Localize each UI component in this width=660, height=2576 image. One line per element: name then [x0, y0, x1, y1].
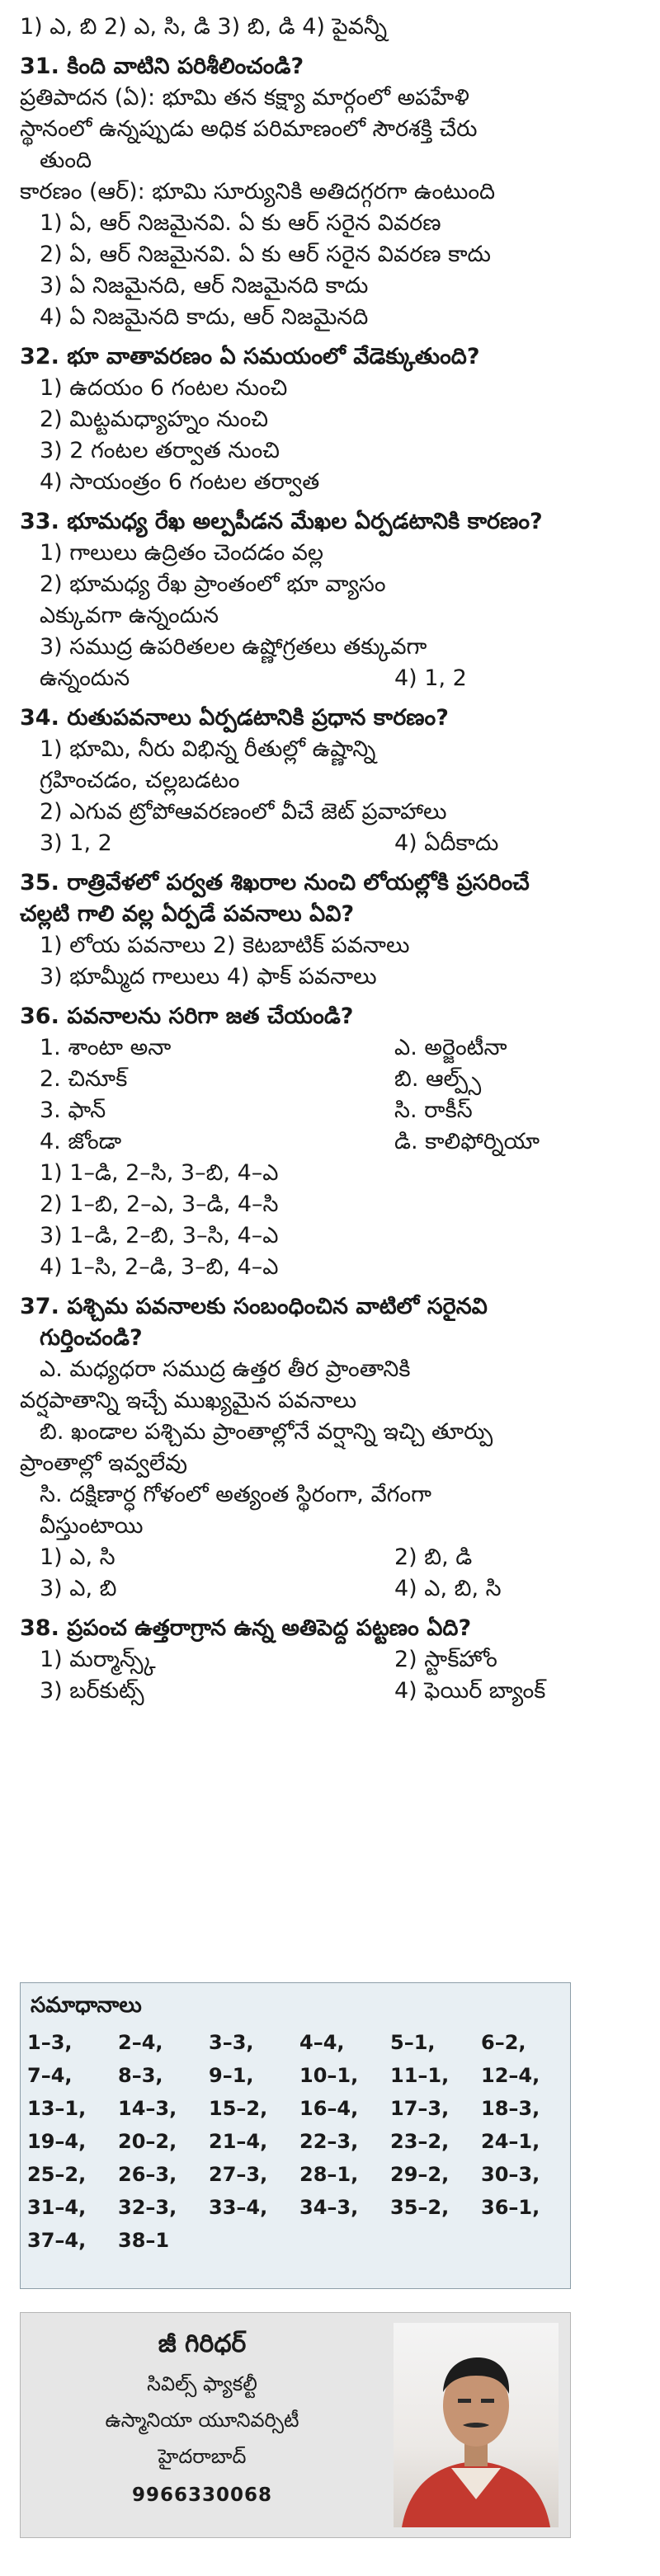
q33-line: 1) గాలులు ఉద్రితం చెందడం వల్ల: [40, 540, 324, 566]
q34-line: 2) ఎగువ ట్రోపోఆవరణంలో వీచే జెట్ ప్రవాహాలు: [40, 799, 447, 825]
answer-item: 36–1,: [481, 2196, 540, 2219]
answers-heading: సమాధానాలు: [31, 1993, 142, 2018]
q35-title: 35. రాత్రివేళలో పర్వత శిఖరాల నుంచి లోయల్లోకి ప్రసరించే: [20, 870, 530, 895]
answer-item: 32–3,: [118, 2196, 177, 2219]
q38-option-right: 4) ఫెయిర్ బ్యాంక్: [394, 1678, 546, 1704]
q37-statement: ఎ. మధ్యధరా సముద్ర ఉత్తర తీర ప్రాంతానికి: [40, 1356, 411, 1382]
q31-option: 4) ఏ నిజమైనది కాదు, ఆర్ నిజమైనది: [40, 304, 369, 330]
q36-option: 3) 1–డి, 2–బి, 3–సి, 4–ఎ: [40, 1223, 279, 1248]
q32-option: 2) మిట్టమధ్యాహ్నం నుంచి: [40, 407, 269, 432]
answer-item: 11–1,: [390, 2064, 450, 2087]
author-phone: 9966330068: [131, 2484, 273, 2506]
q31-reason: కారణం (ఆర్): భూమి సూర్యునికి అతిదగ్గరగా ఉంటుంది: [20, 179, 496, 204]
q33-line: 2) భూమధ్య రేఖ ప్రాంతంలో భూ వ్యాసం: [40, 571, 386, 597]
author-info: [21, 2313, 384, 2506]
questions-column: [20, 12, 573, 1707]
answer-item: 14–3,: [118, 2097, 177, 2120]
q32-option: 1) ఉదయం 6 గంటల నుంచి: [40, 375, 288, 401]
answer-item: 24–1,: [481, 2130, 540, 2153]
q33-line: ఎక్కువగా ఉన్నందున: [40, 603, 219, 628]
q31-option: 2) ఏ, ఆర్ నిజమైనవి. ఏ కు ఆర్ సరైన వివరణ కాదు: [40, 242, 491, 267]
answer-item: 16–4,: [299, 2097, 359, 2120]
answer-item: 37–4,: [27, 2229, 87, 2252]
answer-item: 30–3,: [481, 2163, 540, 2186]
q36-pair-right: డి. కాలిఫోర్నియా: [394, 1129, 540, 1154]
q36-option: 4) 1–సి, 2–డి, 3–బి, 4–ఎ: [40, 1254, 279, 1280]
q36-pair: [20, 1064, 573, 1095]
answer-item: 27–3,: [209, 2163, 268, 2186]
author-title: సివిల్స్ ఫ్యాకల్టీ: [147, 2372, 257, 2395]
answer-item: 13–1,: [27, 2097, 87, 2120]
q36-pair: [20, 1126, 573, 1158]
answer-item: 28–1,: [299, 2163, 359, 2186]
q32-option: 4) సాయంత్రం 6 గంటల తర్వాత: [40, 469, 320, 495]
answer-item: 26–3,: [118, 2163, 177, 2186]
answer-item: 3–3,: [209, 2031, 254, 2054]
q34-line: 1) భూమి, నీరు విభిన్న రీతుల్లో ఉష్ణాన్ని: [40, 736, 376, 762]
q34-last-right: 4) ఏదీకాదు: [394, 830, 499, 856]
q36-pair-left: 2. చినూక్: [40, 1066, 128, 1092]
q34-last-row: [20, 828, 573, 859]
q38-option-left: 3) బర్‌కుట్స్: [40, 1678, 144, 1704]
answer-item: 17–3,: [390, 2097, 450, 2120]
q34-title: 34. రుతుపవనాలు ఏర్పడటానికి ప్రధాన కారణం?: [20, 705, 449, 731]
q37-statement: వీస్తుంటాయి: [40, 1513, 144, 1539]
answers-grid: [27, 2031, 570, 2252]
answer-item: 12–4,: [481, 2064, 540, 2087]
q37-title: 37. పశ్చిమ పవనాలకు సంబంధించిన వాటిలో సరైనవి: [20, 1294, 488, 1319]
answer-item: 20–2,: [118, 2130, 177, 2153]
q37-title-2: గుర్తించండి?: [40, 1325, 143, 1351]
answer-item: 33–4,: [209, 2196, 268, 2219]
answer-item: 31–4,: [27, 2196, 87, 2219]
q37-option-left: 1) ఎ, సి: [40, 1544, 116, 1570]
author-city: హైదరాబాద్: [158, 2445, 247, 2468]
q31-option: 1) ఏ, ఆర్ నిజమైనవి. ఏ కు ఆర్ సరైన వివరణ: [40, 210, 441, 236]
q30-options: 1) ఎ, బి 2) ఎ, సి, డి 3) బి, డి 4) పైవన్నీ: [20, 14, 388, 40]
q36-pair: [20, 1032, 573, 1064]
q36-pair-right: ఎ. అర్జెంటీనా: [394, 1035, 507, 1060]
q37-option-row: [20, 1573, 573, 1605]
q33-title: 33. భూమధ్య రేఖ అల్పపీడన మేఖల ఏర్పడటానికి కారణం?: [20, 509, 543, 534]
author-photo: [394, 2323, 559, 2527]
answer-item: 18–3,: [481, 2097, 540, 2120]
author-box: [20, 2312, 571, 2538]
answer-item: 4–4,: [299, 2031, 345, 2054]
q31-option: 3) ఏ నిజమైనది, ఆర్ నిజమైనది కాదు: [40, 273, 369, 298]
q34-line: గ్రహించడం, చల్లబడటం: [40, 768, 240, 793]
answer-item: 10–1,: [299, 2064, 359, 2087]
answer-item: 23–2,: [390, 2130, 450, 2153]
answer-item: 5–1,: [390, 2031, 436, 2054]
q36-title: 36. పవనాలను సరిగా జత చేయండి?: [20, 1004, 354, 1029]
q37-option-right: 2) బి, డి: [394, 1544, 473, 1570]
answer-item: 2–4,: [118, 2031, 163, 2054]
answer-item: 21–4,: [209, 2130, 268, 2153]
q37-option-left: 3) ఎ, బి: [40, 1576, 117, 1601]
q36-pair-right: సి. రాకీస్: [394, 1098, 473, 1123]
q36-pair: [20, 1095, 573, 1126]
author-org: ఉస్మానియా యూనివర్సిటీ: [105, 2409, 299, 2432]
q38-option-right: 2) స్టాక్‌హోం: [394, 1647, 497, 1672]
q37-statement: ప్రాంతాల్లో ఇవ్వలేవు: [20, 1450, 188, 1476]
q35-option: 3) భూమ్మీద గాలులు 4) ఫాక్ పవనాలు: [40, 964, 377, 990]
q31-title: 31. కింది వాటిని పరిశీలించండి?: [20, 54, 304, 79]
q36-pair-right: బి. ఆల్ప్స్: [394, 1066, 482, 1092]
q33-last-left: ఉన్నందున: [40, 665, 130, 691]
q36-pair-left: 1. శాంటా అనా: [40, 1035, 172, 1060]
answer-item: 22–3,: [299, 2130, 359, 2153]
q34-last-left: 3) 1, 2: [40, 830, 112, 856]
q32-option: 3) 2 గంటల తర్వాత నుంచి: [40, 438, 280, 463]
q38-option-left: 1) మర్మాన్స్క్: [40, 1647, 156, 1672]
answer-item: 34–3,: [299, 2196, 359, 2219]
answer-item: 35–2,: [390, 2196, 450, 2219]
q31-assertion-2: స్థానంలో ఉన్నప్పుడు అధిక పరిమాణంలో సౌరశక్తి చేరు: [20, 116, 478, 142]
q38-title: 38. ప్రపంచ ఉత్తరాగ్రాన ఉన్న అతిపెద్ద పట్టణం ఏది?: [20, 1615, 472, 1641]
answer-item: 6–2,: [481, 2031, 526, 2054]
answer-item: 25–2,: [27, 2163, 87, 2186]
answer-item: 38–1: [118, 2229, 170, 2252]
answer-item: 15–2,: [209, 2097, 268, 2120]
answer-item: 29–2,: [390, 2163, 450, 2186]
q38-option-row: [20, 1676, 573, 1707]
q36-option: 1) 1–డి, 2–సి, 3–బి, 4–ఎ: [40, 1160, 279, 1186]
answer-item: 7–4,: [27, 2064, 73, 2087]
q36-pair-left: 4. జోండా: [40, 1129, 122, 1154]
q33-line: 3) సముద్ర ఉపరితలల ఉష్ణోగ్రతలు తక్కువగా: [40, 634, 427, 660]
q35-option: 1) లోయ పవనాలు 2) కెటబాటిక్ పవనాలు: [40, 933, 410, 958]
answers-box: [20, 1982, 571, 2289]
q37-statement: బి. ఖండాల పశ్చిమ ప్రాంతాల్లోనే వర్షాన్ని ఇచ్చి తూర్పు: [40, 1419, 493, 1445]
person-icon: [394, 2323, 559, 2527]
answer-item: 9–1,: [209, 2064, 254, 2087]
q37-option-row: [20, 1542, 573, 1573]
answer-item: 1–3,: [27, 2031, 73, 2054]
q31-assertion-1: ప్రతిపాదన (ఏ): భూమి తన కక్ష్యా మార్గంలో అపహేళి: [20, 85, 469, 110]
q35-title-2: చల్లటి గాలి వల్ల ఏర్పడే పవనాలు ఏవి?: [20, 901, 355, 927]
q37-statement: వర్షపాతాన్ని ఇచ్చే ముఖ్యమైన పవనాలు: [20, 1388, 357, 1413]
q38-option-row: [20, 1644, 573, 1676]
answer-item: 8–3,: [118, 2064, 163, 2087]
q36-pair-left: 3. ఫాన్: [40, 1098, 106, 1123]
q33-last-right: 4) 1, 2: [394, 665, 467, 691]
q37-statement: సి. దక్షిణార్ధ గోళంలో అత్యంత స్థిరంగా, వేగంగా: [40, 1482, 431, 1507]
q36-option: 2) 1–బి, 2–ఎ, 3–డి, 4–సి: [40, 1192, 279, 1217]
q32-title: 32. భూ వాతావరణం ఏ సమయంలో వేడెక్కుతుంది?: [20, 344, 480, 369]
q31-assertion-3: తుంది: [40, 148, 92, 173]
q37-option-right: 4) ఎ, బి, సి: [394, 1576, 502, 1601]
q33-last-row: [20, 663, 573, 694]
answer-item: 19–4,: [27, 2130, 87, 2153]
author-name: జీ గిరిధర్: [158, 2329, 247, 2358]
